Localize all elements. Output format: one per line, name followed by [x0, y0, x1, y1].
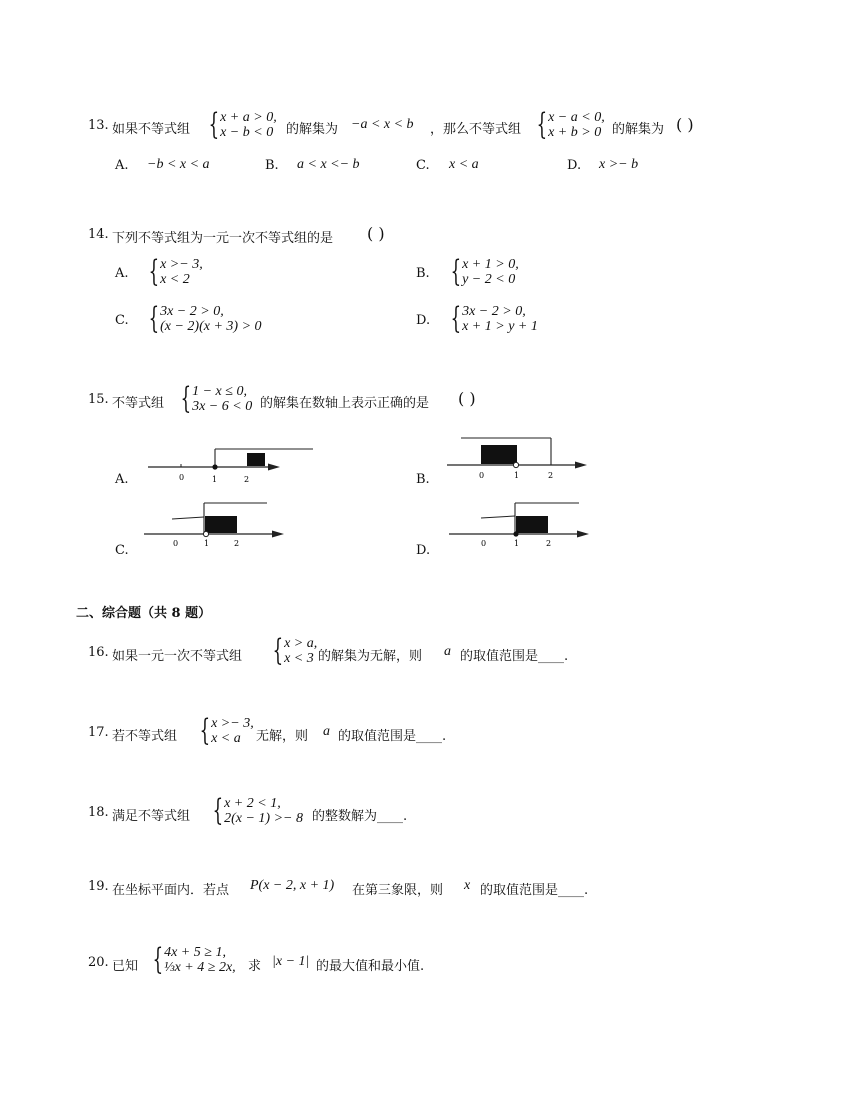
q20-system — [144, 942, 236, 977]
q13-system-2 — [528, 107, 605, 142]
q18-sys-line2: 2(x − 1) >− 8 — [224, 811, 303, 826]
q16-sys-line2: x < 3 — [284, 651, 314, 666]
brace-icon: { — [212, 793, 224, 828]
q19-point: P(x − 2, x + 1) — [250, 878, 335, 893]
q15-option-b-numberline — [445, 432, 595, 482]
tick-label: 0 — [479, 471, 485, 480]
q13-option-b: a < x <− b — [297, 157, 360, 172]
tick-label: 2 — [546, 539, 552, 548]
q19-number: 19. — [88, 879, 109, 894]
q18-system — [204, 793, 303, 828]
q14-c-line1: 3x − 2 > 0, — [160, 304, 224, 319]
q15-answer-paren: ( ) — [458, 389, 476, 408]
tick-label: 1 — [204, 539, 210, 548]
q15-tail: 的解集在数轴上表示正确的是 — [260, 396, 430, 411]
brace-icon: { — [272, 633, 284, 668]
q16-var: a — [444, 644, 451, 659]
brace-icon: { — [148, 254, 160, 289]
q14-option-b — [442, 254, 519, 289]
tick-label: 2 — [244, 475, 250, 484]
q13-lead: 如果不等式组 — [112, 122, 191, 137]
q15-sys-line1: 1 − x ≤ 0, — [192, 384, 247, 399]
q13-option-d-label: D. — [567, 158, 582, 173]
q20-tail2: 的最大值和最小值. — [316, 959, 425, 974]
tick-label: 2 — [234, 539, 240, 548]
q13-mid2: ，那么不等式组 — [430, 122, 522, 137]
q13-option-a: −b < x < a — [147, 157, 210, 172]
q13-sys2-line2: x + b > 0 — [548, 125, 602, 140]
q13-number: 13. — [88, 118, 109, 133]
q15-option-a-label: A. — [115, 472, 129, 487]
q19-tail: 在第三象限，则 — [352, 883, 444, 898]
q14-d-line2: x + 1 > y + 1 — [462, 319, 538, 334]
q20-lead: 已知 — [112, 959, 139, 974]
q13-sys2-line1: x − a < 0, — [548, 110, 605, 125]
brace-icon: { — [152, 942, 164, 977]
q17-sys-line2: x < a — [211, 731, 241, 746]
q16-tail2: 的取值范围是____. — [460, 649, 569, 664]
q20-expr: |x − 1| — [272, 954, 310, 969]
brace-icon: { — [208, 107, 220, 142]
q13-option-d: x >− b — [599, 157, 639, 172]
q14-b-line2: y − 2 < 0 — [462, 272, 516, 287]
q16-tail: 的解集为无解，则 — [318, 649, 423, 664]
q14-option-a-label: A. — [115, 266, 129, 281]
tick-label: 0 — [179, 473, 185, 482]
tick-label: 0 — [173, 539, 179, 548]
tick-label: 1 — [514, 539, 520, 548]
tick-label: 2 — [548, 471, 554, 480]
q15-number: 15. — [88, 392, 109, 407]
q19-var: x — [464, 878, 471, 893]
q13-sys1-line1: x + a > 0, — [220, 110, 277, 125]
brace-icon: { — [148, 301, 160, 336]
q17-system — [191, 713, 254, 748]
q13-option-a-label: A. — [115, 158, 129, 173]
section-title: 二、综合题（共 8 题） — [76, 606, 212, 621]
brace-icon: { — [180, 381, 192, 416]
q14-option-d-label: D. — [416, 313, 431, 328]
tick-label: 0 — [481, 539, 487, 548]
q14-answer-paren: ( ) — [367, 224, 385, 243]
q13-sys1-line2: x − b < 0 — [220, 125, 274, 140]
q15-system — [172, 381, 253, 416]
q20-sys-line2: ⅓x + 4 ≥ 2x, — [164, 960, 236, 975]
q15-option-c-numberline — [140, 495, 290, 550]
q15-lead: 不等式组 — [112, 396, 165, 411]
q14-text: 下列不等式组为一元一次不等式组的是 — [112, 231, 334, 246]
q17-var: a — [323, 724, 330, 739]
q14-d-line1: 3x − 2 > 0, — [462, 304, 526, 319]
q15-option-a-numberline — [140, 440, 330, 490]
brace-icon: { — [199, 713, 211, 748]
q13-option-c-label: C. — [416, 158, 430, 173]
q19-lead: 在坐标平面内．若点 — [112, 883, 230, 898]
q14-option-c — [140, 301, 262, 336]
q16-lead: 如果一元一次不等式组 — [112, 649, 243, 664]
tick-label: 1 — [514, 471, 520, 480]
q13-tail: 的解集为 — [612, 122, 665, 137]
q20-sys-line1: 4x + 5 ≥ 1, — [164, 945, 226, 960]
q16-sys-line1: x > a, — [284, 636, 318, 651]
q17-number: 17. — [88, 725, 109, 740]
q18-lead: 满足不等式组 — [112, 809, 191, 824]
q17-sys-line1: x >− 3, — [211, 716, 254, 731]
q14-number: 14. — [88, 227, 109, 242]
q13-answer-paren: ( ) — [676, 115, 694, 134]
q20-number: 20. — [88, 955, 109, 970]
q17-tail: 无解，则 — [256, 729, 309, 744]
q14-c-line2: (x − 2)(x + 3) > 0 — [160, 319, 262, 334]
q14-option-d — [442, 301, 538, 336]
q18-number: 18. — [88, 805, 109, 820]
q15-option-d-label: D. — [416, 543, 431, 558]
q13-system-1 — [200, 107, 277, 142]
q19-tail2: 的取值范围是____. — [480, 883, 589, 898]
q16-number: 16. — [88, 645, 109, 660]
q17-lead: 若不等式组 — [112, 729, 178, 744]
brace-icon: { — [450, 301, 462, 336]
q13-mid: 的解集为 — [286, 122, 339, 137]
q13-option-b-label: B. — [265, 158, 279, 173]
q14-option-b-label: B. — [416, 266, 430, 281]
q14-a-line1: x >− 3, — [160, 257, 203, 272]
q15-option-d-numberline — [445, 495, 595, 550]
q17-tail2: 的取值范围是____. — [338, 729, 447, 744]
q15-sys-line2: 3x − 6 < 0 — [192, 399, 253, 414]
q18-tail: 的整数解为____. — [312, 809, 408, 824]
tick-label: 1 — [212, 475, 218, 484]
q16-system — [264, 633, 318, 668]
q15-option-b-label: B. — [416, 472, 430, 487]
brace-icon: { — [536, 107, 548, 142]
q18-sys-line1: x + 2 < 1, — [224, 796, 281, 811]
q14-option-c-label: C. — [115, 313, 129, 328]
q14-option-a — [140, 254, 203, 289]
q20-tail: 求 — [248, 959, 262, 974]
q14-b-line1: x + 1 > 0, — [462, 257, 519, 272]
q13-option-c: x < a — [449, 157, 479, 172]
q13-range: −a < x < b — [351, 117, 414, 132]
q14-a-line2: x < 2 — [160, 272, 190, 287]
q15-option-c-label: C. — [115, 543, 129, 558]
brace-icon: { — [450, 254, 462, 289]
